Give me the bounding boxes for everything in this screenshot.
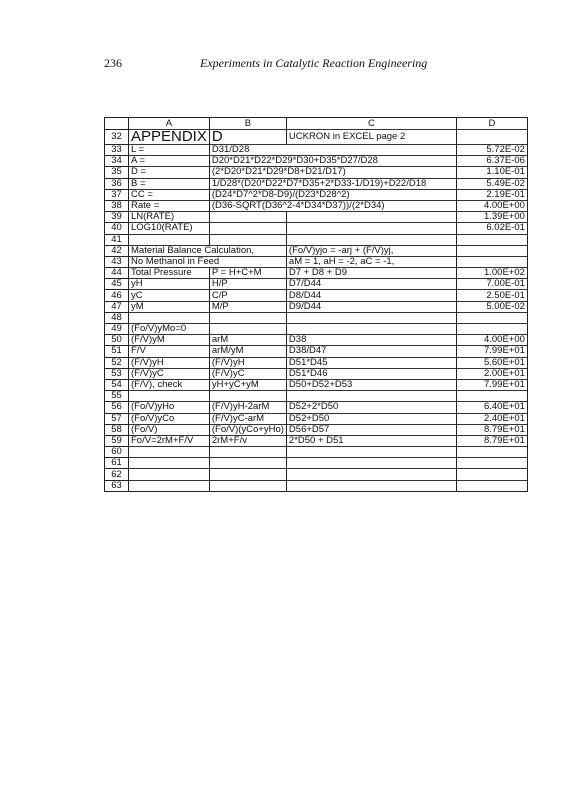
cell-a: APPENDIX: [129, 130, 210, 145]
cell-d: 1.39E+00: [456, 212, 527, 223]
cell-a: Total Pressure: [129, 268, 210, 279]
cell-a: [129, 447, 210, 458]
cell-b: (Fo/V)(yCo+yHo): [209, 424, 286, 435]
cell-c: D38/D47: [286, 346, 456, 357]
cell-d: 1.00E+02: [456, 268, 527, 279]
table-row: [105, 335, 528, 346]
cell-b: (D24*D7^2*D8-D9)/(D23*D28^2): [209, 189, 456, 200]
table-row: [105, 245, 528, 256]
table-row: [105, 458, 528, 469]
cell-d: [456, 469, 527, 480]
column-header-row: [105, 118, 528, 130]
cell-d: 5.60E+01: [456, 357, 527, 368]
cell-c: D52+2*D50: [286, 402, 456, 413]
cell-a: Fo/V=2rM+F/V: [129, 435, 210, 446]
table-row: [105, 290, 528, 301]
cell-d: 7.99E+01: [456, 346, 527, 357]
spreadsheet-table: [104, 117, 528, 492]
page-header: [0, 50, 564, 70]
cell-d: 6.02E-01: [456, 223, 527, 234]
cell-b: M/P: [209, 301, 286, 312]
cell-a: Rate =: [129, 200, 210, 211]
cell-c: D51*D46: [286, 368, 456, 379]
cell-d: 6.40E+01: [456, 402, 527, 413]
row-number: 40: [105, 223, 129, 234]
cell-b: [209, 469, 286, 480]
table-row: [105, 391, 528, 402]
cell-d: [456, 312, 527, 323]
cell-c: D56+D57: [286, 424, 456, 435]
table-row: [105, 279, 528, 290]
table-row: [105, 268, 528, 279]
cell-a: yC: [129, 290, 210, 301]
cell-b: (2*D20*D21*D29*D8+D21/D17): [209, 167, 456, 178]
row-number: 35: [105, 167, 129, 178]
table-row: [105, 167, 528, 178]
row-number: 45: [105, 279, 129, 290]
table-row: [105, 256, 528, 267]
row-number: 49: [105, 324, 129, 335]
cell-c: UCKRON in EXCEL page 2: [286, 130, 456, 145]
row-number: 63: [105, 480, 129, 491]
cell-c: [286, 324, 456, 335]
row-number: 61: [105, 458, 129, 469]
column-header-a: A: [129, 118, 210, 130]
cell-c: D51*D45: [286, 357, 456, 368]
cell-d: 5.72E-02: [456, 145, 527, 156]
row-number: 56: [105, 402, 129, 413]
cell-a: (F/V)yM: [129, 335, 210, 346]
table-row: [105, 130, 528, 145]
cell-b: arM/yM: [209, 346, 286, 357]
cell-a: yM: [129, 301, 210, 312]
table-row: [105, 402, 528, 413]
table-row: [105, 379, 528, 390]
row-number: 37: [105, 189, 129, 200]
table-row: [105, 469, 528, 480]
row-number: 43: [105, 256, 129, 267]
cell-a: No Methanol in Feed: [129, 256, 287, 267]
cell-d: 4.00E+00: [456, 335, 527, 346]
cell-a: (F/V)yC: [129, 368, 210, 379]
row-number: 44: [105, 268, 129, 279]
cell-d: [456, 324, 527, 335]
cell-d: 5.00E-02: [456, 301, 527, 312]
cell-d: [456, 234, 527, 245]
row-number: 59: [105, 435, 129, 446]
cell-d: [456, 458, 527, 469]
cell-b: (F/V)yC: [209, 368, 286, 379]
cell-c: D9/D44: [286, 301, 456, 312]
cell-d: 2.19E-01: [456, 189, 527, 200]
cell-b: D: [209, 130, 286, 145]
table-row: [105, 212, 528, 223]
cell-b: [209, 391, 286, 402]
table-row: [105, 346, 528, 357]
cell-d: [456, 256, 527, 267]
cell-b: (F/V)yH-2arM: [209, 402, 286, 413]
cell-a: (Fo/V)yHo: [129, 402, 210, 413]
corner-cell: [105, 118, 129, 130]
cell-b: H/P: [209, 279, 286, 290]
row-number: 60: [105, 447, 129, 458]
cell-b: [209, 480, 286, 491]
cell-b: arM: [209, 335, 286, 346]
row-number: 52: [105, 357, 129, 368]
table-row: [105, 368, 528, 379]
cell-b: D20*D21*D22*D29*D30+D35*D27/D28: [209, 156, 456, 167]
cell-b: [209, 447, 286, 458]
cell-c: 2*D50 + D51: [286, 435, 456, 446]
cell-a: [129, 469, 210, 480]
cell-c: [286, 391, 456, 402]
cell-b: 2rM+F/v: [209, 435, 286, 446]
cell-c: [286, 469, 456, 480]
cell-c: [286, 458, 456, 469]
cell-b: [209, 234, 286, 245]
table-row: [105, 480, 528, 491]
cell-c: (Fo/V)yjo = -arj + (F/V)yj,: [286, 245, 456, 256]
cell-d: 4.00E+00: [456, 200, 527, 211]
row-number: 47: [105, 301, 129, 312]
cell-a: [129, 234, 210, 245]
table-row: [105, 234, 528, 245]
cell-a: (F/V), check: [129, 379, 210, 390]
cell-c: aM = 1, aH = -2, aC = -1,: [286, 256, 456, 267]
cell-d: 6.37E-06: [456, 156, 527, 167]
row-number: 42: [105, 245, 129, 256]
cell-d: [456, 447, 527, 458]
cell-d: 7.00E-01: [456, 279, 527, 290]
table-row: [105, 324, 528, 335]
cell-a: D =: [129, 167, 210, 178]
cell-b: [209, 458, 286, 469]
cell-a: B =: [129, 178, 210, 189]
cell-a: (Fo/V)yCo: [129, 413, 210, 424]
running-title: Experiments in Catalytic Reaction Engineering: [200, 56, 428, 70]
cell-b: [209, 223, 286, 234]
cell-d: 1.10E-01: [456, 167, 527, 178]
cell-c: D38: [286, 335, 456, 346]
row-number: 34: [105, 156, 129, 167]
table-row: [105, 223, 528, 234]
cell-b: D31/D28: [209, 145, 456, 156]
cell-c: D52+D50: [286, 413, 456, 424]
cell-a: L =: [129, 145, 210, 156]
cell-a: [129, 458, 210, 469]
table-row: [105, 200, 528, 211]
cell-d: [456, 391, 527, 402]
cell-b: (F/V)yC-arM: [209, 413, 286, 424]
row-number: 48: [105, 312, 129, 323]
cell-a: A =: [129, 156, 210, 167]
cell-a: (Fo/V): [129, 424, 210, 435]
row-number: 55: [105, 391, 129, 402]
row-number: 58: [105, 424, 129, 435]
cell-a: [129, 480, 210, 491]
table-row: [105, 435, 528, 446]
row-number: 57: [105, 413, 129, 424]
cell-b: yH+yC+yM: [209, 379, 286, 390]
cell-b: P = H+C+M: [209, 268, 286, 279]
table-row: [105, 156, 528, 167]
table-row: [105, 145, 528, 156]
cell-d: [456, 245, 527, 256]
cell-c: [286, 447, 456, 458]
cell-a: CC =: [129, 189, 210, 200]
table-row: [105, 424, 528, 435]
row-number: 54: [105, 379, 129, 390]
cell-d: 2.00E+01: [456, 368, 527, 379]
cell-c: [286, 223, 456, 234]
cell-d: 2.40E+01: [456, 413, 527, 424]
column-header-d: D: [456, 118, 527, 130]
table-row: [105, 312, 528, 323]
cell-c: D7 + D8 + D9: [286, 268, 456, 279]
column-header-c: C: [286, 118, 456, 130]
table-row: [105, 357, 528, 368]
table-row: [105, 413, 528, 424]
cell-c: [286, 312, 456, 323]
cell-b: 1/D28*(D20*D22*D7*D35+2*D33-1/D19)+D22/D18: [209, 178, 456, 189]
row-number: 39: [105, 212, 129, 223]
cell-b: [209, 212, 286, 223]
row-number: 32: [105, 130, 129, 145]
cell-a: [129, 312, 210, 323]
cell-c: D50+D52+D53: [286, 379, 456, 390]
cell-a: LOG10(RATE): [129, 223, 210, 234]
row-number: 38: [105, 200, 129, 211]
cell-a: (Fo/V)yMo=0: [129, 324, 210, 335]
row-number: 51: [105, 346, 129, 357]
cell-b: C/P: [209, 290, 286, 301]
table-row: [105, 301, 528, 312]
cell-b: [209, 312, 286, 323]
cell-a: F/V: [129, 346, 210, 357]
cell-a: yH: [129, 279, 210, 290]
row-number: 50: [105, 335, 129, 346]
cell-d: 8.79E+01: [456, 435, 527, 446]
cell-c: D7/D44: [286, 279, 456, 290]
column-header-b: B: [209, 118, 286, 130]
row-number: 33: [105, 145, 129, 156]
row-number: 36: [105, 178, 129, 189]
page-number: 236: [104, 56, 122, 70]
cell-d: 2.50E-01: [456, 290, 527, 301]
row-number: 41: [105, 234, 129, 245]
row-number: 62: [105, 469, 129, 480]
cell-a: Material Balance Calculation,: [129, 245, 287, 256]
cell-c: [286, 234, 456, 245]
cell-d: 5.49E-02: [456, 178, 527, 189]
cell-a: (F/V)yH: [129, 357, 210, 368]
cell-c: [286, 212, 456, 223]
table-row: [105, 447, 528, 458]
table-row: [105, 178, 528, 189]
cell-b: (F/V)yH: [209, 357, 286, 368]
cell-a: [129, 391, 210, 402]
cell-c: D8/D44: [286, 290, 456, 301]
cell-a: LN(RATE): [129, 212, 210, 223]
cell-d: 8.79E+01: [456, 424, 527, 435]
row-number: 53: [105, 368, 129, 379]
cell-d: 7.99E+01: [456, 379, 527, 390]
row-number: 46: [105, 290, 129, 301]
cell-d: [456, 130, 527, 145]
cell-b: [209, 324, 286, 335]
cell-c: [286, 480, 456, 491]
table-row: [105, 189, 528, 200]
cell-d: [456, 480, 527, 491]
cell-b: (D36-SQRT(D36^2-4*D34*D37))/(2*D34): [209, 200, 456, 211]
